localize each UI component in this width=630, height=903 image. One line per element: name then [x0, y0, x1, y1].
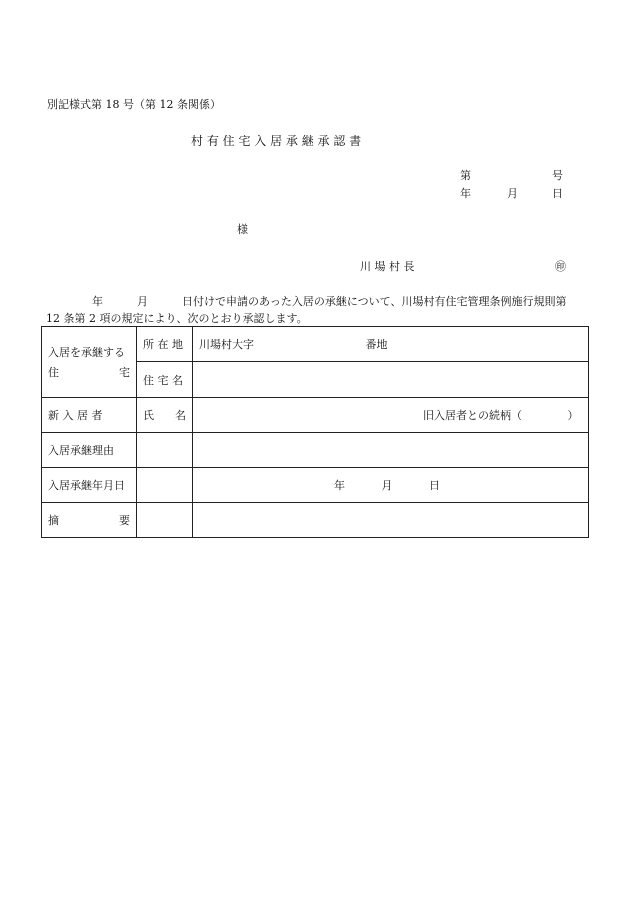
table-row-remarks — [42, 503, 589, 538]
issuer-name: 川 場 村 長 — [360, 260, 415, 273]
housing-name-label-cell: 住 宅 名 — [137, 362, 193, 398]
body-year: 年 — [92, 295, 103, 308]
name-value-cell[interactable] — [193, 398, 589, 433]
approval-form-table — [41, 326, 589, 538]
name-label-cell — [137, 398, 193, 433]
new-resident-header: 新 入 居 者 — [42, 398, 137, 433]
housing-header-taku: 宅 — [119, 366, 130, 379]
remarks-label — [48, 512, 130, 528]
form-reference: 別記様式第 18 号（第 12 条関係） — [47, 98, 221, 111]
housing-header-cell — [42, 327, 137, 398]
date-year-label: 年 — [460, 187, 471, 200]
succession-day: 日 — [429, 479, 440, 492]
reason-value-cell[interactable] — [193, 433, 589, 468]
remarks-label-teki: 摘 — [48, 514, 59, 527]
addressee-sama: 様 — [237, 223, 248, 236]
relation-label: 旧入居者との続柄（ — [423, 409, 522, 422]
succession-date-blank-cell — [137, 468, 193, 503]
reason-header: 入居承継理由 — [42, 433, 137, 468]
succession-month: 月 — [381, 479, 393, 492]
succession-date-value-cell[interactable] — [193, 468, 589, 503]
number-go: 号 — [552, 169, 563, 182]
table-row-address — [42, 327, 589, 362]
table-row-reason — [42, 433, 589, 468]
date-day-label: 日 — [552, 187, 563, 200]
name-label — [143, 407, 186, 423]
address-suffix: 番地 — [365, 338, 388, 351]
name-label-mei: 名 — [175, 409, 186, 422]
remarks-blank-cell — [137, 503, 193, 538]
housing-name-value-cell[interactable] — [193, 362, 589, 398]
seal-mark: ㊞ — [555, 260, 566, 273]
remarks-header — [42, 503, 137, 538]
relation-close: ） — [567, 409, 579, 422]
number-dai: 第 — [460, 169, 471, 182]
body-line2-text: 12 条第 2 項の規定により、次のとおり承認します。 — [46, 312, 308, 325]
address-label-cell: 所 在 地 — [137, 327, 193, 362]
document-title: 村 有 住 宅 入 居 承 継 承 認 書 — [191, 134, 362, 148]
body-month: 月 — [137, 295, 148, 308]
address-prefix: 川場村大字 — [199, 338, 254, 351]
body-line1-text: 日付けで申請のあった入居の承継について、川場村有住宅管理条例施行規則第 — [182, 295, 567, 308]
name-label-shi: 氏 — [143, 409, 154, 422]
succession-date-header: 入居承継年月日 — [42, 468, 137, 503]
remarks-label-you: 要 — [119, 514, 130, 527]
housing-header-line1: 入居を承継する — [48, 346, 125, 359]
housing-header-line2 — [48, 364, 130, 380]
date-month-label: 月 — [507, 187, 518, 200]
address-value-cell[interactable] — [193, 327, 589, 362]
housing-header-ju: 住 — [48, 366, 59, 379]
remarks-value-cell[interactable] — [193, 503, 589, 538]
succession-year: 年 — [334, 479, 345, 492]
reason-blank-cell — [137, 433, 193, 468]
table-row-succession-date — [42, 468, 589, 503]
table-row-new-resident — [42, 398, 589, 433]
